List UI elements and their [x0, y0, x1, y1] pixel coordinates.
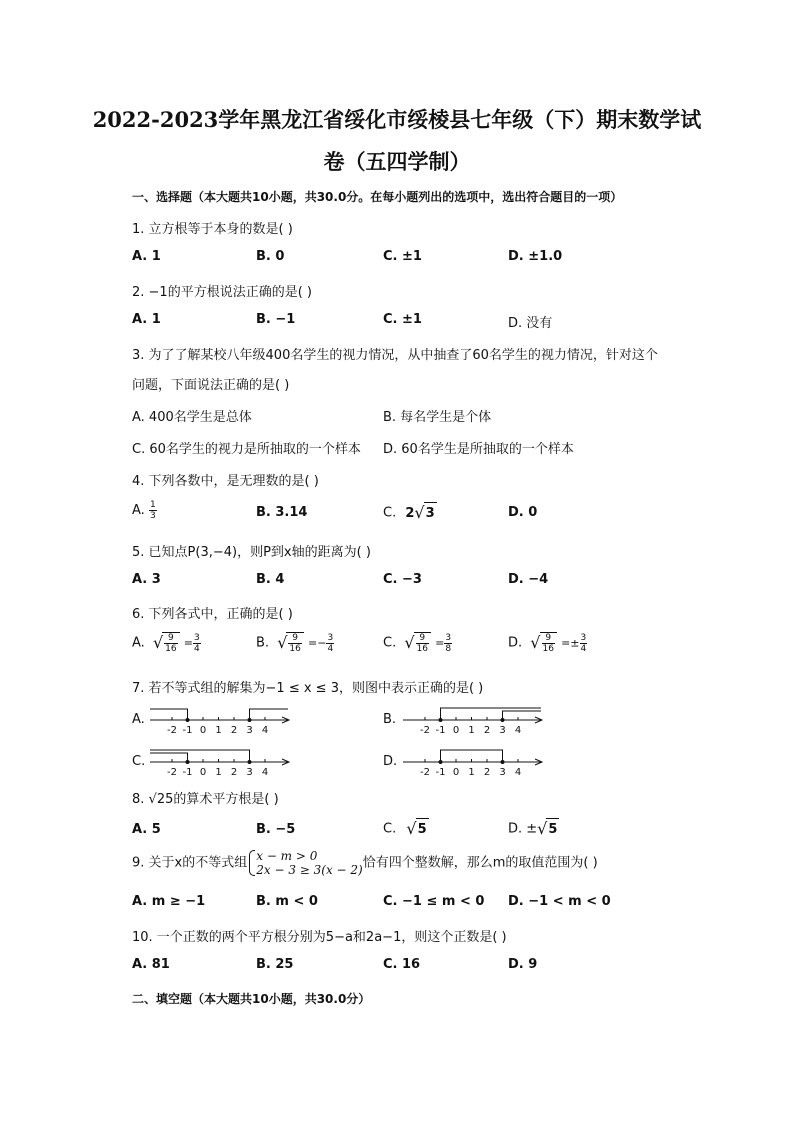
fraction-denominator: 8 — [445, 643, 452, 654]
number-line-tick-label: 0 — [452, 725, 460, 736]
fraction — [164, 633, 177, 654]
number-line-tick-label: 1 — [468, 767, 475, 778]
number-line-tick-label: -2 — [420, 725, 430, 736]
fraction-numerator: 3 — [580, 632, 587, 643]
question-5-stem: 5. 已知点P(3,−4)，则P到x轴的距离为( ) — [132, 545, 371, 560]
fraction-denominator: 4 — [327, 643, 334, 654]
endpoint-dot — [501, 718, 505, 722]
question-1-option-d: D. ±1.0 — [508, 249, 563, 264]
radical-sign-icon: √ — [537, 819, 548, 838]
question-9-stem-pre: 9. 关于x的不等式组 — [132, 855, 248, 871]
fraction — [326, 633, 334, 654]
question-7-stem: 7. 若不等式组的解集为−1 ≤ x ≤ 3，则图中表示正确的是( ) — [132, 681, 484, 696]
question-9-option-a: A. m ≥ −1 — [132, 894, 206, 909]
square-root — [406, 818, 428, 840]
fraction-numerator: 9 — [164, 633, 177, 644]
solution-bracket — [150, 753, 188, 762]
question-7-option-a-label: A. — [132, 712, 145, 727]
inequality-2: 2x − 3 ≥ 3(x − 2) — [256, 863, 363, 877]
number-line-tick-label: 0 — [452, 767, 460, 778]
fraction — [444, 633, 452, 654]
solution-bracket — [150, 750, 250, 762]
question-4-option-b: B. 3.14 — [256, 505, 308, 520]
question-9-option-d: D. −1 < m < 0 — [508, 894, 611, 909]
question-10-option-b: B. 25 — [256, 957, 294, 972]
endpoint-dot — [439, 718, 443, 722]
fraction-numerator: 9 — [416, 633, 429, 644]
question-4-stem: 4. 下列各数中，是无理数的是( ) — [132, 474, 319, 489]
radical-sign-icon: √ — [152, 633, 164, 652]
question-5-option-b: B. 4 — [256, 572, 285, 587]
question-6-stem: 6. 下列各式中，正确的是( ) — [132, 607, 293, 622]
number-line-tick-label: 4 — [514, 767, 522, 778]
fraction — [149, 500, 157, 521]
number-line-tick-label: 2 — [230, 767, 238, 778]
question-2-option-c: C. ±1 — [383, 312, 422, 327]
question-3-option-b: B. 每名学生是个体 — [383, 410, 492, 425]
question-4-option-d: D. 0 — [508, 505, 538, 520]
radical-sign-icon: √ — [414, 503, 425, 522]
question-8-stem: 8. √25的算术平方根是( ) — [132, 792, 279, 807]
fraction-numerator: 1 — [149, 500, 156, 510]
fraction-numerator: 3 — [445, 632, 452, 643]
fraction-denominator: 4 — [580, 643, 587, 654]
question-5-option-d: D. −4 — [508, 572, 549, 587]
option-label: B. — [256, 635, 270, 651]
number-line-tick-label: 1 — [215, 767, 222, 778]
coefficient: 2 — [405, 505, 415, 521]
question-9-stem-post: 恰有四个整数解，那么m的取值范围为( ) — [362, 855, 598, 871]
fraction-numerator: 3 — [327, 632, 334, 643]
endpoint-dot — [439, 760, 443, 764]
option-label: C. — [383, 635, 397, 651]
option-label: C. — [383, 505, 397, 521]
equation-sign: = — [183, 636, 193, 650]
fraction-denominator: 16 — [289, 644, 301, 654]
square-root — [404, 632, 431, 654]
question-3-option-d: D. 60名学生是所抽取的一个样本 — [383, 442, 574, 457]
fraction-denominator: 16 — [416, 644, 429, 654]
question-8-option-d — [508, 818, 559, 840]
exam-title-line1: 2022-2023学年黑龙江省绥化市绥棱县七年级（下）期末数学试 — [92, 107, 702, 132]
question-6-option-b — [256, 632, 334, 654]
number-line-tick-label: -1 — [182, 767, 193, 778]
question-2-option-b: B. −1 — [256, 312, 296, 327]
question-3-stem-line1: 3. 为了了解某校八年级400名学生的视力情况，从中抽查了60名学生的视力情况，针对这个 — [132, 348, 658, 363]
number-line-tick-label: 3 — [246, 725, 253, 736]
option-label: A. — [132, 635, 145, 651]
question-5-option-c: C. −3 — [383, 572, 422, 587]
question-7-option-d-label: D. — [383, 754, 398, 769]
question-7-option-b-label: B. — [383, 712, 397, 727]
number-line-tick-label: 4 — [514, 725, 522, 736]
question-9-option-c: C. −1 ≤ m < 0 — [383, 894, 485, 909]
number-line-tick-label: -2 — [167, 767, 177, 778]
fraction-numerator: 3 — [193, 632, 200, 643]
question-4-option-c — [383, 502, 437, 524]
solution-bracket — [503, 711, 542, 720]
square-root — [414, 502, 436, 524]
number-line-tick-label: 2 — [483, 725, 491, 736]
question-9-option-b: B. m < 0 — [256, 894, 318, 909]
endpoint-dot — [248, 718, 252, 722]
question-2-option-a: A. 1 — [132, 312, 161, 327]
fraction — [416, 633, 429, 654]
question-8-option-a: A. 5 — [132, 822, 161, 837]
fraction — [193, 633, 201, 654]
question-6-option-c — [383, 632, 452, 654]
number-line-tick-label: -2 — [167, 725, 177, 736]
question-2-stem: 2. −1的平方根说法正确的是( ) — [132, 285, 312, 300]
endpoint-dot — [248, 760, 252, 764]
question-3-stem-line2: 问题，下面说法正确的是( ) — [132, 378, 290, 393]
fraction-denominator: 16 — [165, 644, 177, 654]
inequality-1: x − m > 0 — [256, 849, 318, 863]
number-line-tick-label: 3 — [499, 767, 506, 778]
question-1-stem: 1. 立方根等于本身的数是( ) — [132, 222, 293, 237]
radicand: 5 — [546, 818, 559, 840]
inequality-system — [247, 849, 363, 877]
radical-sign-icon: √ — [277, 633, 288, 652]
question-7-number-line-b — [401, 700, 551, 736]
number-line-tick-label: 0 — [199, 725, 207, 736]
number-line-tick-label: 0 — [199, 767, 207, 778]
endpoint-dot — [186, 718, 190, 722]
question-7-number-line-a — [148, 700, 298, 736]
equation-sign: = — [435, 636, 445, 650]
fraction — [580, 633, 588, 654]
endpoint-dot — [186, 760, 190, 764]
fraction-numerator: 9 — [288, 633, 301, 644]
number-line-tick-label: -1 — [435, 725, 446, 736]
square-root — [153, 632, 180, 654]
number-line-tick-label: -2 — [420, 767, 430, 778]
option-label: C. — [383, 821, 397, 837]
fraction-numerator: 9 — [542, 633, 555, 644]
fraction — [542, 633, 555, 654]
question-5-option-a: A. 3 — [132, 572, 161, 587]
number-line-tick-label: 4 — [261, 767, 269, 778]
question-10-option-d: D. 9 — [508, 957, 538, 972]
number-line-tick-label: 4 — [261, 725, 269, 736]
option-label: D. ± — [508, 821, 538, 837]
question-9-stem — [132, 849, 598, 877]
question-1-option-b: B. 0 — [256, 249, 285, 264]
question-10-option-c: C. 16 — [383, 957, 421, 972]
question-1-option-c: C. ±1 — [383, 249, 422, 264]
question-7-option-c-label: C. — [132, 754, 146, 769]
radical-sign-icon: √ — [404, 633, 415, 652]
number-line-tick-label: 1 — [468, 725, 475, 736]
endpoint-dot — [501, 760, 505, 764]
solution-bracket — [250, 709, 289, 720]
question-7-number-line-d — [401, 742, 551, 778]
question-10-stem: 10. 一个正数的两个平方根分别为5−a和2a−1，则这个正数是( ) — [132, 930, 507, 945]
question-10-option-a: A. 81 — [132, 957, 170, 972]
equation-sign: =± — [561, 636, 580, 650]
number-line-tick-label: 2 — [230, 725, 238, 736]
fraction-denominator: 16 — [542, 644, 554, 654]
question-2-option-d: D. 没有 — [508, 316, 553, 331]
number-line-tick-label: -1 — [182, 725, 193, 736]
question-3-option-c: C. 60名学生的视力是所抽取的一个样本 — [132, 442, 361, 457]
radicand: 3 — [424, 502, 437, 524]
number-line-tick-label: 3 — [499, 725, 506, 736]
radical-sign-icon: √ — [406, 819, 417, 838]
question-8-option-c — [383, 818, 429, 840]
exam-title-line2: 卷（五四学制） — [323, 149, 471, 174]
fraction — [288, 633, 301, 654]
number-line-tick-label: 1 — [215, 725, 222, 736]
section-choice-heading: 一、选择题（本大题共10小题，共30.0分。在每小题列出的选项中，选出符合题目的一项） — [132, 190, 623, 204]
radicand: 5 — [416, 818, 429, 840]
number-line-tick-label: 3 — [246, 767, 253, 778]
solution-bracket — [150, 709, 188, 720]
question-3-option-a: A. 400名学生是总体 — [132, 410, 252, 425]
question-6-option-d — [508, 632, 587, 654]
question-4-option-a — [132, 500, 157, 521]
question-8-option-b: B. −5 — [256, 822, 296, 837]
question-1-option-a: A. 1 — [132, 249, 161, 264]
question-7-number-line-c — [148, 742, 298, 778]
fraction-denominator: 3 — [149, 511, 156, 521]
fraction-denominator: 4 — [193, 643, 200, 654]
square-root — [277, 632, 304, 654]
option-label: A. — [132, 503, 145, 518]
section-fill-heading: 二、填空题（本大题共10小题，共30.0分） — [132, 992, 371, 1006]
square-root — [530, 632, 557, 654]
question-6-option-a — [132, 632, 201, 654]
radical-sign-icon: √ — [530, 633, 541, 652]
square-root — [537, 818, 559, 840]
number-line-tick-label: -1 — [435, 767, 446, 778]
option-label: D. — [508, 635, 523, 651]
number-line-tick-label: 2 — [483, 767, 491, 778]
equation-sign: =− — [308, 636, 327, 650]
